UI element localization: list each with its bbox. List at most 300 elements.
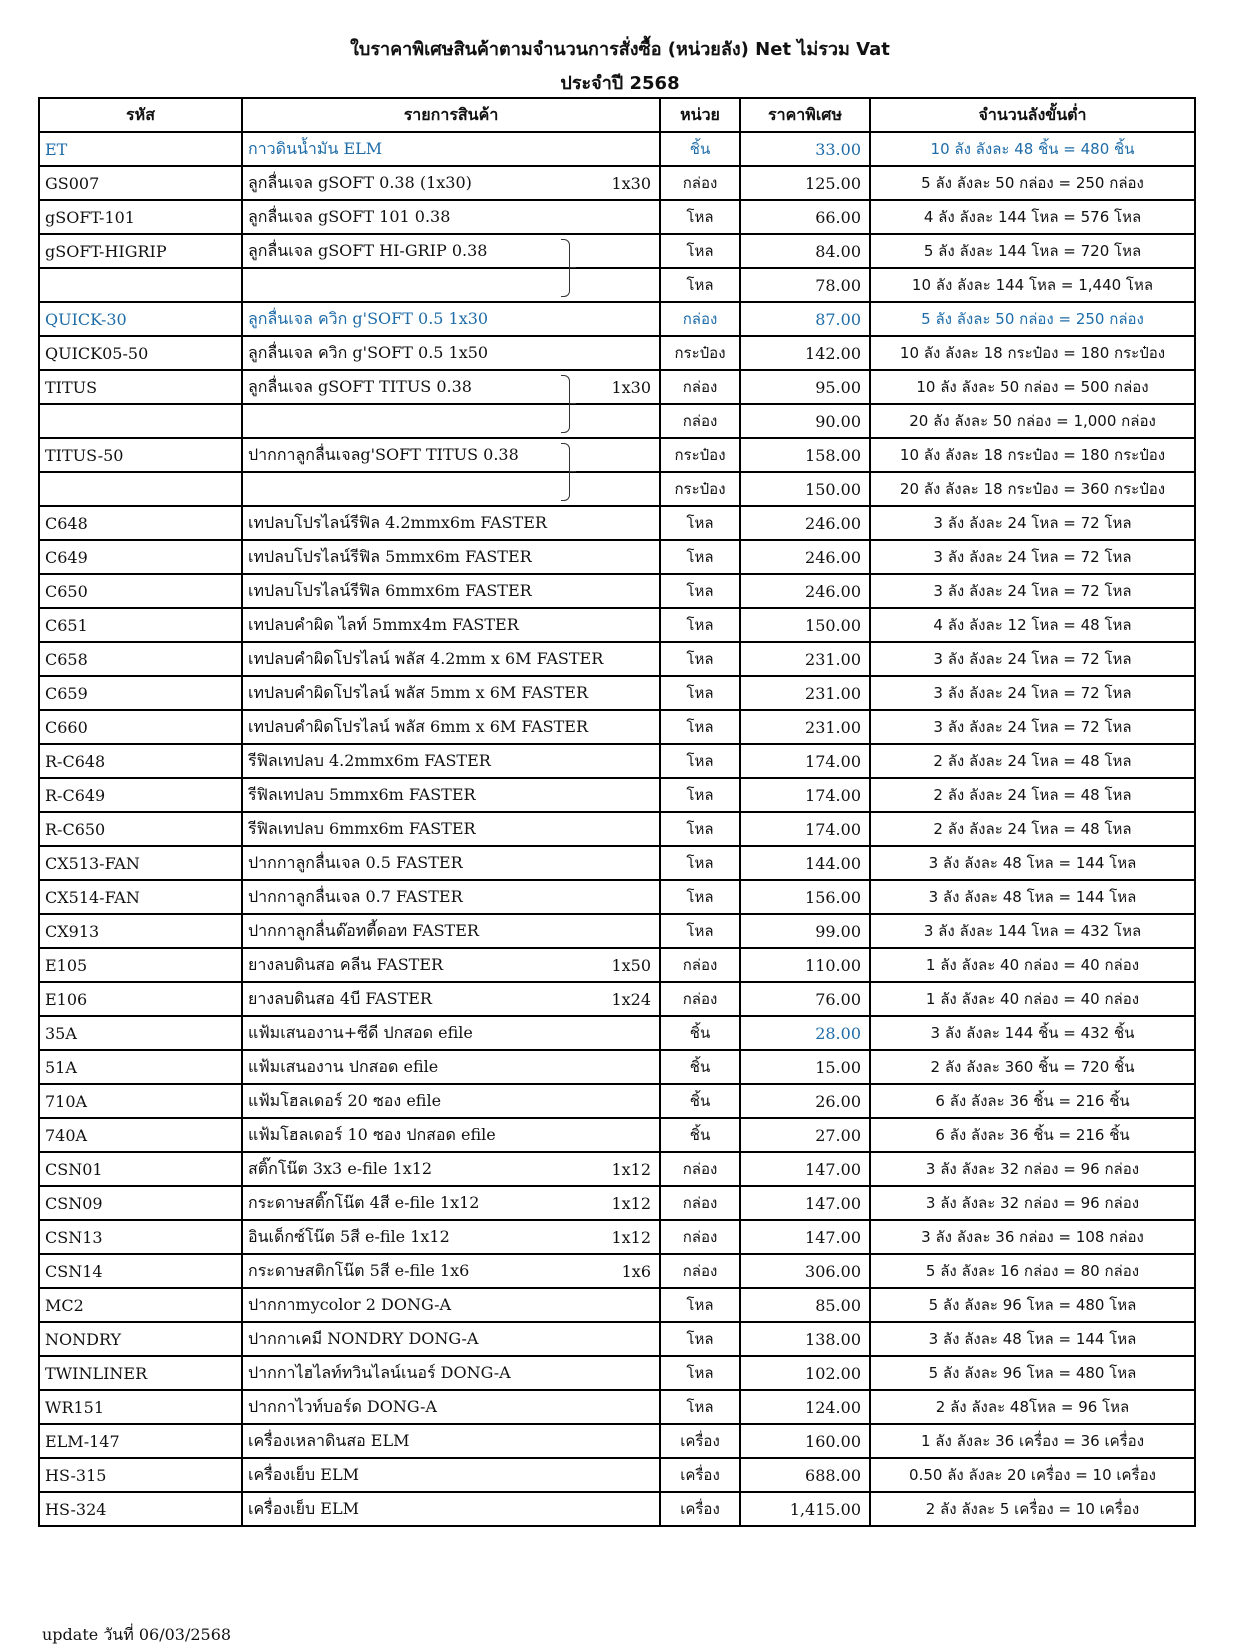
name-cell bbox=[242, 336, 660, 370]
qty-cell bbox=[870, 914, 1195, 948]
unit-text: เครื่อง bbox=[680, 1500, 720, 1518]
table-row bbox=[39, 438, 1195, 472]
price-cell bbox=[740, 1118, 870, 1152]
code-text: HS-324 bbox=[45, 1499, 107, 1519]
unit-text: โหล bbox=[686, 854, 714, 872]
qty-cell bbox=[870, 1050, 1195, 1084]
code-cell bbox=[39, 1254, 242, 1288]
name-cell bbox=[242, 1390, 660, 1424]
price-text: 1,415.00 bbox=[789, 1499, 861, 1519]
unit-text: กล่อง bbox=[682, 1194, 718, 1212]
code-cell bbox=[39, 438, 242, 472]
unit-cell bbox=[660, 1152, 740, 1186]
code-text: gSOFT-HIGRIP bbox=[45, 241, 167, 261]
code-text: QUICK-30 bbox=[45, 309, 127, 329]
name-text: ปากกาลูกลื่นเจล 0.7 FASTER bbox=[248, 886, 463, 906]
qty-cell bbox=[870, 1458, 1195, 1492]
name-text: แฟ้มโฮลเดอร์ 10 ซอง ปกสอด efile bbox=[248, 1124, 496, 1144]
unit-text: โหล bbox=[686, 718, 714, 736]
unit-cell bbox=[660, 608, 740, 642]
table-header-row bbox=[39, 98, 1195, 132]
price-table bbox=[38, 97, 1196, 1527]
pack-size: 1x24 bbox=[611, 990, 651, 1009]
code-cell bbox=[39, 1288, 242, 1322]
code-cell bbox=[39, 370, 242, 404]
name-text: ลูกลื่นเจล gSOFT 101 0.38 bbox=[248, 206, 451, 226]
unit-text: โหล bbox=[686, 208, 714, 226]
header-name: รายการสินค้า bbox=[242, 98, 660, 132]
code-text: ET bbox=[45, 139, 68, 159]
unit-text: โหล bbox=[686, 276, 714, 294]
code-text: R-C650 bbox=[45, 819, 106, 839]
unit-text: กระป๋อง bbox=[674, 480, 726, 498]
qty-cell bbox=[870, 574, 1195, 608]
unit-text: กล่อง bbox=[682, 1160, 718, 1178]
unit-text: กล่อง bbox=[682, 412, 718, 430]
table-row bbox=[39, 472, 1195, 506]
price-text: 147.00 bbox=[805, 1193, 861, 1213]
table-row bbox=[39, 1186, 1195, 1220]
unit-text: โหล bbox=[686, 242, 714, 260]
name-text: แฟ้มโฮลเดอร์ 20 ซอง efile bbox=[248, 1090, 442, 1110]
unit-cell bbox=[660, 370, 740, 404]
price-text: 144.00 bbox=[805, 853, 861, 873]
price-cell bbox=[740, 880, 870, 914]
qty-text: 4 ลัง ลังละ 12 โหล = 48 โหล bbox=[933, 616, 1132, 634]
name-text: กาวดินน้ำมัน ELM bbox=[248, 138, 383, 158]
price-text: 150.00 bbox=[805, 615, 861, 635]
price-text: 84.00 bbox=[815, 241, 861, 261]
qty-cell bbox=[870, 336, 1195, 370]
code-text: CX913 bbox=[45, 921, 100, 941]
price-cell bbox=[740, 982, 870, 1016]
name-text: เทปลบโปรไลน์รีฟิล 4.2mmx6m FASTER bbox=[248, 512, 547, 532]
unit-cell bbox=[660, 1186, 740, 1220]
qty-text: 2 ลัง ลังละ 24 โหล = 48 โหล bbox=[933, 752, 1132, 770]
table-row bbox=[39, 1356, 1195, 1390]
code-cell bbox=[39, 948, 242, 982]
qty-text: 3 ลัง ลังละ 24 โหล = 72 โหล bbox=[933, 514, 1132, 532]
qty-cell bbox=[870, 472, 1195, 506]
unit-cell bbox=[660, 880, 740, 914]
code-cell bbox=[39, 1492, 242, 1526]
price-text: 15.00 bbox=[815, 1057, 861, 1077]
name-text: แฟ้มเสนองาน+ซีดี ปกสอด efile bbox=[248, 1022, 473, 1042]
qty-text: 1 ลัง ลังละ 36 เครื่อง = 36 เครื่อง bbox=[920, 1432, 1145, 1450]
table-row bbox=[39, 302, 1195, 336]
name-cell bbox=[242, 1220, 660, 1254]
unit-cell bbox=[660, 812, 740, 846]
code-text: CX513-FAN bbox=[45, 853, 140, 873]
qty-text: 6 ลัง ลังละ 36 ชิ้น = 216 ชิ้น bbox=[935, 1126, 1130, 1144]
name-text: แฟ้มเสนองาน ปกสอด efile bbox=[248, 1056, 439, 1076]
price-text: 87.00 bbox=[815, 309, 861, 329]
price-text: 147.00 bbox=[805, 1159, 861, 1179]
unit-text: กล่อง bbox=[682, 310, 718, 328]
unit-text: ชิ้น bbox=[689, 1092, 711, 1110]
table-row bbox=[39, 370, 1195, 404]
unit-text: โหล bbox=[686, 684, 714, 702]
unit-cell bbox=[660, 778, 740, 812]
table-row bbox=[39, 1084, 1195, 1118]
unit-cell bbox=[660, 506, 740, 540]
name-cell bbox=[242, 1118, 660, 1152]
price-text: 246.00 bbox=[805, 513, 861, 533]
name-cell bbox=[242, 1152, 660, 1186]
pack-size: 1x50 bbox=[611, 956, 651, 975]
qty-text: 10 ลัง ลังละ 48 ชิ้น = 480 ชิ้น bbox=[930, 140, 1135, 158]
name-cell bbox=[242, 1084, 660, 1118]
pack-size: 1x12 bbox=[611, 1228, 651, 1247]
table-row bbox=[39, 132, 1195, 166]
qty-text: 2 ลัง ลังละ 360 ชิ้น = 720 ชิ้น bbox=[930, 1058, 1135, 1076]
unit-text: กระป๋อง bbox=[674, 344, 726, 362]
code-text: NONDRY bbox=[45, 1329, 122, 1349]
code-cell bbox=[39, 1424, 242, 1458]
pack-size: 1x12 bbox=[611, 1160, 651, 1179]
table-row bbox=[39, 540, 1195, 574]
unit-cell bbox=[660, 744, 740, 778]
price-cell bbox=[740, 132, 870, 166]
code-text: C658 bbox=[45, 649, 88, 669]
price-cell bbox=[740, 200, 870, 234]
name-cell bbox=[242, 472, 660, 506]
qty-cell bbox=[870, 1220, 1195, 1254]
price-cell bbox=[740, 1220, 870, 1254]
name-text: ปากกาลูกลื่นด๊อทตี้ดอท FASTER bbox=[248, 920, 479, 940]
name-cell bbox=[242, 914, 660, 948]
code-text: 740A bbox=[45, 1125, 88, 1145]
price-cell bbox=[740, 1152, 870, 1186]
qty-cell bbox=[870, 1152, 1195, 1186]
unit-cell bbox=[660, 438, 740, 472]
qty-cell bbox=[870, 880, 1195, 914]
code-text: WR151 bbox=[45, 1397, 105, 1417]
code-text: E106 bbox=[45, 989, 88, 1009]
price-cell bbox=[740, 472, 870, 506]
price-text: 33.00 bbox=[815, 139, 861, 159]
name-text: เทปลบคำผิด ไลท์ 5mmx4m FASTER bbox=[248, 614, 519, 634]
qty-text: 5 ลัง ลังละ 96 โหล = 480 โหล bbox=[928, 1296, 1137, 1314]
unit-text: กล่อง bbox=[682, 1228, 718, 1246]
unit-cell bbox=[660, 336, 740, 370]
unit-cell bbox=[660, 404, 740, 438]
price-text: 246.00 bbox=[805, 547, 861, 567]
qty-cell bbox=[870, 676, 1195, 710]
name-text: กระดาษสติกโน๊ต 5สี e-file 1x6 bbox=[248, 1260, 470, 1280]
code-cell bbox=[39, 1220, 242, 1254]
code-text: HS-315 bbox=[45, 1465, 107, 1485]
price-cell bbox=[740, 1288, 870, 1322]
code-cell bbox=[39, 812, 242, 846]
unit-cell bbox=[660, 302, 740, 336]
unit-text: โหล bbox=[686, 922, 714, 940]
qty-text: 2 ลัง ลังละ 24 โหล = 48 โหล bbox=[933, 820, 1132, 838]
code-text: gSOFT-101 bbox=[45, 207, 135, 227]
qty-cell bbox=[870, 132, 1195, 166]
price-cell bbox=[740, 540, 870, 574]
unit-cell bbox=[660, 1220, 740, 1254]
name-cell bbox=[242, 846, 660, 880]
unit-cell bbox=[660, 132, 740, 166]
code-text: R-C649 bbox=[45, 785, 106, 805]
name-text: ปากกาลูกลื่นเจลg'SOFT TITUS 0.38 bbox=[248, 444, 519, 464]
qty-text: 1 ลัง ลังละ 40 กล่อง = 40 กล่อง bbox=[925, 956, 1140, 974]
name-text: รีฟิลเทปลบ 5mmx6m FASTER bbox=[248, 784, 476, 804]
qty-cell bbox=[870, 744, 1195, 778]
code-cell bbox=[39, 676, 242, 710]
pack-size: 1x6 bbox=[621, 1262, 651, 1281]
code-cell bbox=[39, 642, 242, 676]
price-cell bbox=[740, 234, 870, 268]
name-cell bbox=[242, 982, 660, 1016]
table-row bbox=[39, 1390, 1195, 1424]
qty-cell bbox=[870, 1186, 1195, 1220]
group-brace bbox=[561, 239, 570, 297]
price-text: 102.00 bbox=[805, 1363, 861, 1383]
name-cell bbox=[242, 370, 660, 404]
code-cell bbox=[39, 778, 242, 812]
qty-cell bbox=[870, 1288, 1195, 1322]
unit-text: กล่อง bbox=[682, 174, 718, 192]
qty-cell bbox=[870, 438, 1195, 472]
qty-cell bbox=[870, 234, 1195, 268]
unit-cell bbox=[660, 1016, 740, 1050]
code-cell bbox=[39, 1356, 242, 1390]
name-cell bbox=[242, 642, 660, 676]
update-date: update วันที่ 06/03/2568 bbox=[42, 1625, 232, 1644]
unit-text: เครื่อง bbox=[680, 1432, 720, 1450]
price-cell bbox=[740, 1254, 870, 1288]
unit-cell bbox=[660, 948, 740, 982]
price-text: 174.00 bbox=[805, 751, 861, 771]
price-cell bbox=[740, 744, 870, 778]
code-cell bbox=[39, 880, 242, 914]
price-text: 147.00 bbox=[805, 1227, 861, 1247]
code-cell bbox=[39, 846, 242, 880]
unit-text: โหล bbox=[686, 1296, 714, 1314]
table-row bbox=[39, 846, 1195, 880]
qty-text: 3 ลัง ลังละ 24 โหล = 72 โหล bbox=[933, 718, 1132, 736]
price-text: 174.00 bbox=[805, 785, 861, 805]
code-text: CSN14 bbox=[45, 1261, 103, 1281]
price-text: 142.00 bbox=[805, 343, 861, 363]
unit-cell bbox=[660, 1084, 740, 1118]
qty-cell bbox=[870, 846, 1195, 880]
code-text: R-C648 bbox=[45, 751, 106, 771]
qty-cell bbox=[870, 642, 1195, 676]
code-cell bbox=[39, 710, 242, 744]
qty-text: 6 ลัง ลังละ 36 ชิ้น = 216 ชิ้น bbox=[935, 1092, 1130, 1110]
price-text: 688.00 bbox=[805, 1465, 861, 1485]
price-text: 231.00 bbox=[805, 717, 861, 737]
page-subtitle: ประจำปี 2568 bbox=[560, 73, 680, 94]
code-text: C660 bbox=[45, 717, 88, 737]
name-text: ยางลบดินสอ 4บี FASTER bbox=[248, 988, 432, 1008]
qty-cell bbox=[870, 710, 1195, 744]
code-text: C648 bbox=[45, 513, 88, 533]
unit-text: โหล bbox=[686, 582, 714, 600]
code-cell bbox=[39, 302, 242, 336]
unit-cell bbox=[660, 1424, 740, 1458]
unit-text: กล่อง bbox=[682, 378, 718, 396]
name-cell bbox=[242, 574, 660, 608]
price-text: 124.00 bbox=[805, 1397, 861, 1417]
code-cell bbox=[39, 1458, 242, 1492]
code-text: TWINLINER bbox=[45, 1363, 148, 1383]
name-text: ยางลบดินสอ คลีน FASTER bbox=[248, 954, 444, 974]
name-text: เครื่องเย็บ ELM bbox=[248, 1464, 359, 1484]
price-text: 160.00 bbox=[805, 1431, 861, 1451]
name-cell bbox=[242, 608, 660, 642]
code-text: CSN09 bbox=[45, 1193, 103, 1213]
qty-text: 3 ลัง ลังละ 48 โหล = 144 โหล bbox=[928, 854, 1137, 872]
table-row bbox=[39, 268, 1195, 302]
qty-cell bbox=[870, 268, 1195, 302]
unit-text: โหล bbox=[686, 888, 714, 906]
name-cell bbox=[242, 778, 660, 812]
code-cell bbox=[39, 1390, 242, 1424]
price-text: 156.00 bbox=[805, 887, 861, 907]
name-text: เทปลบคำผิดโปรไลน์ พลัส 4.2mm x 6M FASTER bbox=[248, 648, 604, 668]
price-cell bbox=[740, 1390, 870, 1424]
name-cell bbox=[242, 302, 660, 336]
unit-text: โหล bbox=[686, 514, 714, 532]
qty-text: 5 ลัง ลังละ 50 กล่อง = 250 กล่อง bbox=[921, 174, 1144, 192]
code-cell bbox=[39, 744, 242, 778]
name-cell bbox=[242, 1356, 660, 1390]
name-text: อินเด็กซ์โน๊ต 5สี e-file 1x12 bbox=[248, 1226, 450, 1246]
name-cell bbox=[242, 438, 660, 472]
unit-text: กระป๋อง bbox=[674, 446, 726, 464]
table-row bbox=[39, 914, 1195, 948]
price-text: 26.00 bbox=[815, 1091, 861, 1111]
unit-cell bbox=[660, 1458, 740, 1492]
code-cell bbox=[39, 1050, 242, 1084]
price-text: 85.00 bbox=[815, 1295, 861, 1315]
name-text: ลูกลื่นเจล gSOFT TITUS 0.38 bbox=[248, 376, 472, 396]
price-cell bbox=[740, 336, 870, 370]
price-cell bbox=[740, 778, 870, 812]
unit-text: กล่อง bbox=[682, 956, 718, 974]
header-code: รหัส bbox=[39, 98, 242, 132]
code-text: C659 bbox=[45, 683, 88, 703]
name-cell bbox=[242, 166, 660, 200]
code-text: CX514-FAN bbox=[45, 887, 140, 907]
price-text: 99.00 bbox=[815, 921, 861, 941]
qty-cell bbox=[870, 1254, 1195, 1288]
unit-cell bbox=[660, 1118, 740, 1152]
table-row bbox=[39, 676, 1195, 710]
name-text: ลูกลื่นเจล ควิก g'SOFT 0.5 1x30 bbox=[248, 308, 489, 328]
qty-text: 3 ลัง ลังละ 48 โหล = 144 โหล bbox=[928, 1330, 1137, 1348]
unit-cell bbox=[660, 1390, 740, 1424]
price-text: 28.00 bbox=[815, 1023, 861, 1043]
qty-cell bbox=[870, 506, 1195, 540]
table-row bbox=[39, 1016, 1195, 1050]
price-cell bbox=[740, 166, 870, 200]
qty-text: 0.50 ลัง ลังละ 20 เครื่อง = 10 เครื่อง bbox=[909, 1466, 1156, 1484]
code-cell bbox=[39, 200, 242, 234]
qty-text: 4 ลัง ลังละ 144 โหล = 576 โหล bbox=[923, 208, 1142, 226]
price-cell bbox=[740, 642, 870, 676]
name-text: เครื่องเย็บ ELM bbox=[248, 1498, 359, 1518]
price-text: 246.00 bbox=[805, 581, 861, 601]
table-row bbox=[39, 506, 1195, 540]
table-row bbox=[39, 1322, 1195, 1356]
code-cell bbox=[39, 1152, 242, 1186]
table-row bbox=[39, 336, 1195, 370]
table-row bbox=[39, 778, 1195, 812]
qty-text: 5 ลัง ลังละ 50 กล่อง = 250 กล่อง bbox=[921, 310, 1144, 328]
table-row bbox=[39, 1152, 1195, 1186]
price-text: 174.00 bbox=[805, 819, 861, 839]
code-cell bbox=[39, 132, 242, 166]
price-text: 150.00 bbox=[805, 479, 861, 499]
code-text: 35A bbox=[45, 1023, 77, 1043]
price-cell bbox=[740, 914, 870, 948]
code-text: E105 bbox=[45, 955, 88, 975]
unit-cell bbox=[660, 710, 740, 744]
qty-text: 1 ลัง ลังละ 40 กล่อง = 40 กล่อง bbox=[925, 990, 1140, 1008]
unit-text: โหล bbox=[686, 1364, 714, 1382]
price-text: 231.00 bbox=[805, 683, 861, 703]
qty-text: 10 ลัง ลังละ 144 โหล = 1,440 โหล bbox=[911, 276, 1154, 294]
price-cell bbox=[740, 812, 870, 846]
qty-cell bbox=[870, 1322, 1195, 1356]
price-cell bbox=[740, 1356, 870, 1390]
code-cell bbox=[39, 1118, 242, 1152]
name-text: เทปลบโปรไลน์รีฟิล 5mmx6m FASTER bbox=[248, 546, 532, 566]
name-cell bbox=[242, 200, 660, 234]
code-text: C651 bbox=[45, 615, 88, 635]
unit-text: โหล bbox=[686, 820, 714, 838]
name-cell bbox=[242, 268, 660, 302]
code-cell bbox=[39, 1084, 242, 1118]
unit-text: กล่อง bbox=[682, 1262, 718, 1280]
qty-cell bbox=[870, 778, 1195, 812]
unit-cell bbox=[660, 642, 740, 676]
code-cell bbox=[39, 1186, 242, 1220]
table-row bbox=[39, 1424, 1195, 1458]
price-text: 110.00 bbox=[805, 955, 861, 975]
name-cell bbox=[242, 1322, 660, 1356]
price-cell bbox=[740, 1424, 870, 1458]
code-cell bbox=[39, 574, 242, 608]
code-cell bbox=[39, 336, 242, 370]
price-cell bbox=[740, 1322, 870, 1356]
unit-cell bbox=[660, 1050, 740, 1084]
price-cell bbox=[740, 608, 870, 642]
qty-cell bbox=[870, 1492, 1195, 1526]
name-cell bbox=[242, 234, 660, 268]
name-cell bbox=[242, 506, 660, 540]
qty-cell bbox=[870, 1390, 1195, 1424]
qty-text: 3 ลัง ลังละ 144 โหล = 432 โหล bbox=[923, 922, 1142, 940]
price-cell bbox=[740, 676, 870, 710]
unit-text: เครื่อง bbox=[680, 1466, 720, 1484]
price-cell bbox=[740, 574, 870, 608]
table-row bbox=[39, 812, 1195, 846]
code-text: CSN01 bbox=[45, 1159, 103, 1179]
qty-cell bbox=[870, 200, 1195, 234]
header-qty: จำนวนลังขั้นต่ำ bbox=[870, 98, 1195, 132]
pack-size: 1x30 bbox=[611, 174, 651, 193]
name-text: ปากกาไวท์บอร์ด DONG-A bbox=[248, 1396, 437, 1416]
unit-cell bbox=[660, 846, 740, 880]
unit-cell bbox=[660, 1288, 740, 1322]
name-text: ปากกาเคมี NONDRY DONG-A bbox=[248, 1328, 479, 1348]
